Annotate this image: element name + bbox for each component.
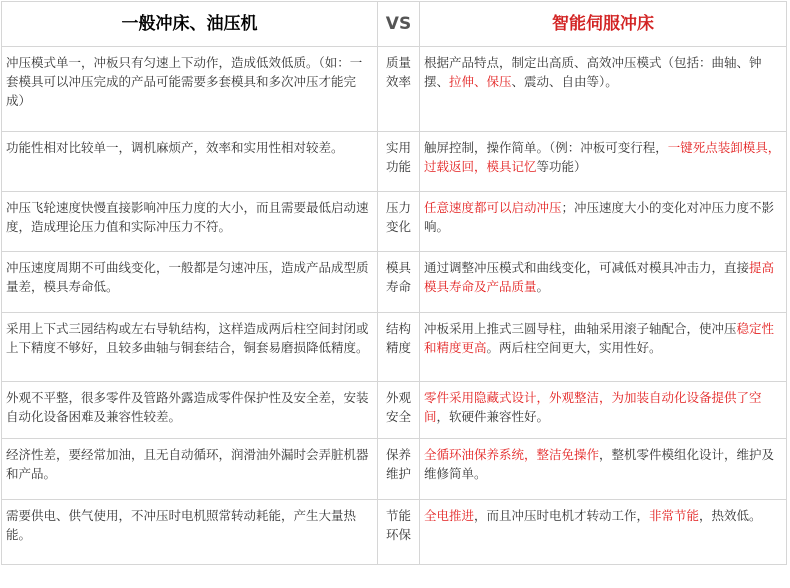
traditional-description: 需要供电、供气使用，不冲压时电机照常转动耗能，产生大量热能。 — [2, 500, 378, 565]
table-row — [2, 500, 787, 565]
highlighted-text: 稳定性和精度更高 — [424, 321, 775, 355]
table-row — [2, 252, 787, 313]
servo-description — [420, 132, 787, 192]
highlighted-text: 非常节能 — [649, 508, 700, 523]
description-text: 根据产品特点，制定出高质、高效冲压模式（包括：曲轴、钟摆、 — [424, 55, 762, 89]
category-label-line: 实用 — [385, 140, 411, 155]
category-label-line: 功能 — [385, 159, 411, 174]
category-label-line: 安全 — [385, 409, 411, 424]
highlighted-text: 提高模具寿命及产品质量 — [424, 260, 775, 294]
category-label-line: 保养 — [385, 447, 411, 462]
traditional-description: 冲压模式单一，冲板只有匀速上下动作，造成低效低质。（如：一套模具可以冲压完成的产品可能需要多套模具和多次冲压才能完成） — [2, 47, 378, 132]
description-text: ，而且冲压时电机才转动工作， — [474, 508, 650, 523]
comparison-table — [1, 1, 787, 565]
category-label-line: 精度 — [385, 340, 411, 355]
category-label-line: 寿命 — [385, 279, 411, 294]
category-label-line: 结构 — [385, 321, 411, 336]
traditional-description: 外观不平整，很多零件及管路外露造成零件保护性及安全差，安装自动化设备困难及兼容性较差。 — [2, 382, 378, 439]
category-label — [378, 439, 420, 500]
description-text: 冲板采用上推式三圆导柱，曲轴采用滚子轴配合，使冲压 — [424, 321, 737, 336]
highlighted-text: 全电推进 — [424, 508, 475, 523]
table-row — [2, 439, 787, 500]
category-label-line: 质量 — [385, 55, 411, 70]
header-row — [2, 2, 787, 47]
servo-description — [420, 500, 787, 565]
table-row — [2, 47, 787, 132]
category-label — [378, 132, 420, 192]
traditional-description: 采用上下式三园结构或左右导轨结构，这样造成两后柱空间封闭或上下精度不够好，且较多曲轴与铜套结合，铜套易磨损降低精度。 — [2, 313, 378, 382]
highlighted-text: 零件采用隐藏式设计，外观整洁，为加装自动化设备提供了空间 — [424, 390, 762, 424]
table-row — [2, 382, 787, 439]
vs-label: VS — [378, 2, 420, 47]
highlighted-text: 拉伸、保压 — [449, 74, 512, 89]
description-text: 等功能） — [536, 159, 587, 174]
servo-description — [420, 313, 787, 382]
category-label-line: 环保 — [385, 527, 411, 542]
table-row — [2, 132, 787, 192]
description-text: 。两后柱空间更大，实用性好。 — [486, 340, 662, 355]
description-text: 通过调整冲压模式和曲线变化，可减低对模具冲击力，直接 — [424, 260, 750, 275]
traditional-description: 功能性相对比较单一，调机麻烦产，效率和实用性相对较差。 — [2, 132, 378, 192]
description-text: 触屏控制，操作简单。（例：冲板可变行程， — [424, 140, 668, 155]
description-text: 、震动、自由等）。 — [511, 74, 618, 89]
description-text: 。 — [536, 279, 550, 294]
highlighted-text: 一键死点装卸模具，过载返回，模具记忆 — [424, 140, 781, 174]
servo-description — [420, 47, 787, 132]
right-title: 智能伺服冲床 — [420, 2, 787, 47]
category-label — [378, 500, 420, 565]
category-label — [378, 192, 420, 252]
highlighted-text: 任意速度都可以启动冲压 — [424, 200, 562, 215]
category-label-line: 维护 — [385, 466, 411, 481]
traditional-description: 冲压速度周期不可曲线变化，一般都是匀速冲压，造成产品成型质量差，模具寿命低。 — [2, 252, 378, 313]
servo-description — [420, 252, 787, 313]
traditional-description: 冲压飞轮速度快慢直接影响冲压力度的大小，而且需要最低启动速度，造成理论压力值和实际冲压力不符。 — [2, 192, 378, 252]
servo-description — [420, 439, 787, 500]
category-label — [378, 252, 420, 313]
category-label-line: 节能 — [385, 508, 411, 523]
category-label — [378, 313, 420, 382]
category-label — [378, 382, 420, 439]
category-label — [378, 47, 420, 132]
category-label-line: 模具 — [385, 260, 411, 275]
left-title: 一般冲床、油压机 — [2, 2, 378, 47]
category-label-line: 外观 — [385, 390, 411, 405]
traditional-description: 经济性差，要经常加油，且无自动循环，润滑油外漏时会弄脏机器和产品。 — [2, 439, 378, 500]
category-label-line: 变化 — [385, 219, 411, 234]
highlighted-text: 全循环油保养系统，整洁免操作 — [424, 447, 600, 462]
table-row — [2, 192, 787, 252]
description-text: ，软硬件兼容性好。 — [436, 409, 550, 424]
description-text: ；冲压速度大小的变化对冲压力度不影响。 — [424, 200, 775, 234]
table-row — [2, 313, 787, 382]
description-text: ，热效低。 — [699, 508, 762, 523]
comparison-container — [1, 1, 787, 565]
category-label-line: 压力 — [385, 200, 411, 215]
servo-description — [420, 382, 787, 439]
category-label-line: 效率 — [385, 74, 411, 89]
description-text: ，整机零件模组化设计，维护及维修简单。 — [424, 447, 775, 481]
servo-description — [420, 192, 787, 252]
